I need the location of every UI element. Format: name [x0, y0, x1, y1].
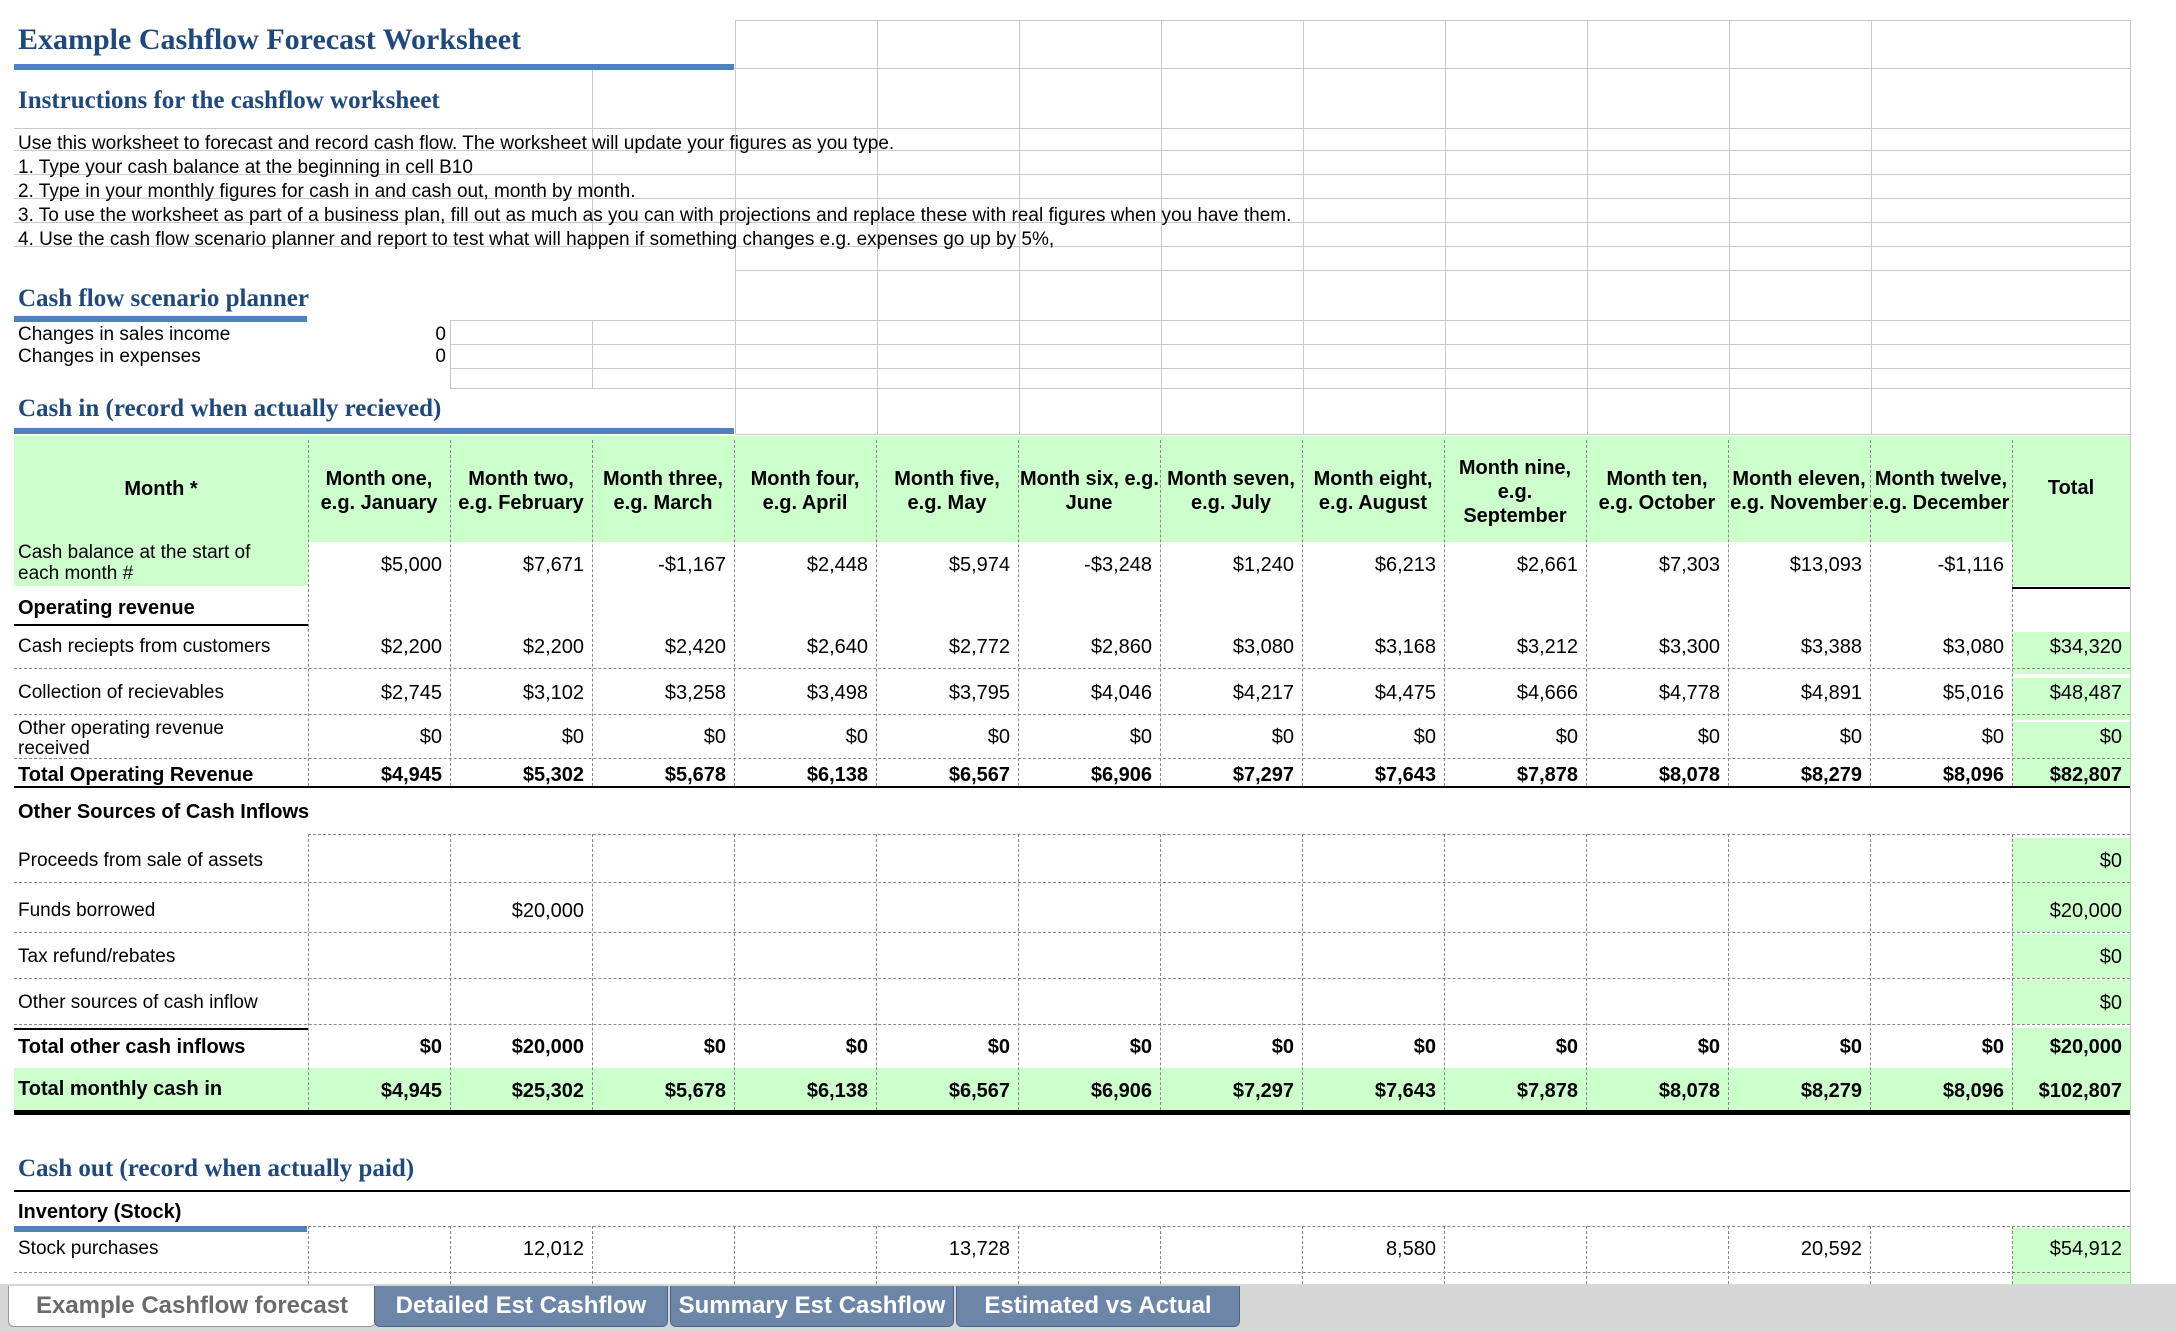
- total-monthly-cell: $8,096: [1942, 1080, 2004, 1102]
- header-month-1: Month one,: [325, 468, 433, 490]
- row-separator: [14, 932, 2130, 933]
- scenario-value-input[interactable]: 0: [435, 346, 446, 367]
- operating-cell[interactable]: $0: [419, 726, 442, 748]
- grid-row-line: [735, 368, 2130, 369]
- tab-detailed-est-cashflow[interactable]: Detailed Est Cashflow: [374, 1286, 668, 1327]
- column-separator: [734, 834, 735, 1110]
- total-operating-cell: $7,878: [1516, 764, 1578, 786]
- operating-total-cell: $0: [2099, 726, 2122, 748]
- operating-cell[interactable]: $3,498: [806, 682, 868, 704]
- column-separator: [592, 1226, 593, 1284]
- operating-cell[interactable]: $4,891: [1800, 682, 1862, 704]
- other-sources-heading: Other Sources of Cash Inflows: [18, 801, 310, 823]
- grid-column-line: [592, 320, 593, 388]
- total-monthly-cell: $8,279: [1800, 1080, 1862, 1102]
- column-separator: [2012, 834, 2013, 1110]
- operating-cell[interactable]: $0: [1839, 726, 1862, 748]
- grid-column-line: [1019, 20, 1020, 434]
- instruction-line: 4. Use the cash flow scenario planner and report to test what will happen if something changes e.g. expenses go up by 5%,: [18, 229, 1055, 250]
- balance-cell[interactable]: $2,448: [806, 554, 868, 576]
- grid-column-line: [877, 20, 878, 434]
- header-month-4: e.g. April: [762, 492, 848, 514]
- total-monthly-cell: $5,678: [664, 1080, 726, 1102]
- instruction-line: Use this worksheet to forecast and record cash flow. The worksheet will update your figures as you type.: [18, 133, 895, 154]
- total-monthly-cell: $6,138: [806, 1080, 868, 1102]
- title-underline: [14, 64, 734, 70]
- operating-cell[interactable]: $2,860: [1090, 636, 1152, 658]
- operating-cell[interactable]: $0: [1271, 726, 1294, 748]
- column-separator: [592, 834, 593, 1110]
- column-separator: [1586, 440, 1587, 786]
- operating-cell[interactable]: $3,080: [1232, 636, 1294, 658]
- total-other-cell: $20,000: [511, 1036, 584, 1058]
- other-row-label: Other sources of cash inflow: [18, 992, 258, 1013]
- stock-cell[interactable]: 13,728: [948, 1238, 1010, 1260]
- balance-label: Cash balance at the start of: [18, 542, 251, 563]
- column-separator: [734, 1226, 735, 1284]
- header-month-2: e.g. February: [458, 492, 584, 514]
- header-month-5: Month five,: [894, 468, 1000, 490]
- operating-cell[interactable]: $3,795: [948, 682, 1010, 704]
- total-monthly-cell: $4,945: [380, 1080, 442, 1102]
- header-month-3: e.g. March: [613, 492, 713, 514]
- inventory-underline: [14, 1226, 307, 1232]
- operating-total-cell: $48,487: [2049, 682, 2122, 704]
- operating-cell[interactable]: $3,258: [664, 682, 726, 704]
- section-border: [14, 1190, 2130, 1192]
- total-other-cell: $0: [845, 1036, 868, 1058]
- column-separator: [1302, 1226, 1303, 1284]
- column-separator: [1870, 440, 1871, 786]
- column-separator: [734, 440, 735, 786]
- total-other-label: Total other cash inflows: [18, 1036, 246, 1058]
- header-month-9: September: [1463, 505, 1567, 527]
- row-separator: [14, 978, 2130, 979]
- total-other-cell: $0: [1981, 1036, 2004, 1058]
- row-separator: [308, 834, 2130, 835]
- grid-row-line: [735, 20, 2130, 21]
- operating-row-label: received: [18, 738, 90, 759]
- thick-border: [14, 1110, 2130, 1115]
- scenario-value-input[interactable]: 0: [435, 324, 446, 345]
- total-monthly-cell: $25,302: [511, 1080, 584, 1102]
- operating-cell[interactable]: $0: [845, 726, 868, 748]
- other-total-cell: $20,000: [2049, 900, 2122, 922]
- operating-cell[interactable]: $4,778: [1658, 682, 1720, 704]
- operating-total-cell: $34,320: [2049, 636, 2122, 658]
- header-month-11: Month eleven,: [1732, 468, 1866, 490]
- operating-cell[interactable]: $0: [1129, 726, 1152, 748]
- total-monthly-cell: $6,906: [1090, 1080, 1152, 1102]
- operating-cell[interactable]: $4,666: [1516, 682, 1578, 704]
- total-operating-label: Total Operating Revenue: [18, 764, 254, 786]
- total-other-cell: $0: [1555, 1036, 1578, 1058]
- operating-cell[interactable]: $3,388: [1800, 636, 1862, 658]
- header-month-6: Month six, e.g.: [1020, 468, 1159, 490]
- total-operating-cell: $8,078: [1658, 764, 1720, 786]
- scenario-label: Changes in sales income: [18, 324, 231, 345]
- balance-cell[interactable]: $5,000: [380, 554, 442, 576]
- row-separator: [308, 1226, 2130, 1227]
- column-separator: [2012, 440, 2013, 786]
- inventory-heading: Inventory (Stock): [18, 1201, 182, 1223]
- operating-cell[interactable]: $2,640: [806, 636, 868, 658]
- operating-cell[interactable]: $0: [1697, 726, 1720, 748]
- operating-cell[interactable]: $3,300: [1658, 636, 1720, 658]
- row-separator: [14, 668, 2130, 669]
- total-operating-cell: $4,945: [380, 764, 442, 786]
- stock-total: $54,912: [2049, 1238, 2122, 1260]
- header-month-12: e.g. December: [1872, 492, 2010, 514]
- header-total: Total: [2047, 477, 2095, 499]
- grid-row-line: [735, 150, 2130, 151]
- total-operating-cell: $6,567: [948, 764, 1010, 786]
- operating-cell[interactable]: $2,772: [948, 636, 1010, 658]
- total-other-cell: $0: [419, 1036, 442, 1058]
- column-separator: [450, 834, 451, 1110]
- operating-cell[interactable]: $0: [1413, 726, 1436, 748]
- header-month-5: e.g. May: [907, 492, 987, 514]
- balance-cell[interactable]: $13,093: [1789, 554, 1862, 576]
- grid-row-line: [450, 344, 735, 345]
- column-separator: [450, 1226, 451, 1284]
- tab-estimated-vs-actual[interactable]: Estimated vs Actual: [956, 1286, 1240, 1327]
- column-separator: [1444, 440, 1445, 786]
- grid-row-line: [735, 128, 2130, 129]
- column-separator: [2012, 1226, 2013, 1284]
- total-monthly-total: $102,807: [2038, 1080, 2122, 1102]
- other-total-cell: $0: [2099, 946, 2122, 968]
- other-row-label: Tax refund/rebates: [18, 946, 176, 967]
- balance-cell[interactable]: $7,671: [522, 554, 584, 576]
- other-row-label: Funds borrowed: [18, 900, 156, 921]
- operating-cell[interactable]: $0: [1555, 726, 1578, 748]
- total-other-cell: $0: [1697, 1036, 1720, 1058]
- column-separator: [876, 440, 877, 786]
- column-separator: [1728, 834, 1729, 1110]
- total-monthly-cell: $7,643: [1374, 1080, 1436, 1102]
- stock-cell[interactable]: 20,592: [1800, 1238, 1862, 1260]
- column-separator: [1160, 834, 1161, 1110]
- header-month-8: e.g. August: [1318, 492, 1428, 514]
- scenario-underline: [14, 316, 307, 322]
- column-separator: [1018, 1226, 1019, 1284]
- balance-cell[interactable]: $5,974: [948, 554, 1010, 576]
- column-separator: [1870, 1226, 1871, 1284]
- column-separator: [1018, 440, 1019, 786]
- total-other-total: $20,000: [2049, 1036, 2122, 1058]
- instruction-line: 2. Type in your monthly figures for cash in and cash out, month by month.: [18, 181, 636, 202]
- column-separator: [1586, 834, 1587, 1110]
- operating-cell[interactable]: $4,046: [1090, 682, 1152, 704]
- operating-cell[interactable]: $0: [1981, 726, 2004, 748]
- header-month-10: e.g. October: [1598, 492, 1716, 514]
- stock-label: Stock purchases: [18, 1238, 159, 1259]
- column-separator: [1870, 834, 1871, 1110]
- grid-row-line: [735, 198, 2130, 199]
- grid-row-line: [450, 368, 735, 369]
- grid-row-line: [735, 388, 2130, 389]
- stock-cell[interactable]: 12,012: [522, 1238, 584, 1260]
- operating-cell[interactable]: $5,016: [1942, 682, 2004, 704]
- balance-cell[interactable]: $6,213: [1374, 554, 1436, 576]
- column-separator: [1160, 440, 1161, 786]
- grid-row-line: [735, 68, 2130, 69]
- instruction-line: 3. To use the worksheet as part of a business plan, fill out as much as you can with projections and replace these with real figures when you have them.: [18, 205, 1292, 226]
- column-separator: [308, 834, 309, 1110]
- total-operating-cell: $6,906: [1090, 764, 1152, 786]
- header-month-7: e.g. July: [1190, 492, 1272, 514]
- total-operating-cell: $5,678: [664, 764, 726, 786]
- header-month-10: Month ten,: [1606, 468, 1708, 490]
- row-separator: [14, 1272, 2130, 1273]
- section-border: [2012, 587, 2130, 589]
- total-operating-cell: $8,279: [1800, 764, 1862, 786]
- operating-cell[interactable]: $2,745: [380, 682, 442, 704]
- total-operating-cell: $5,302: [522, 764, 584, 786]
- column-separator: [1444, 1226, 1445, 1284]
- operating-cell[interactable]: $4,475: [1374, 682, 1436, 704]
- balance-cell[interactable]: -$3,248: [1084, 554, 1152, 576]
- other-total-cell: $0: [2099, 992, 2122, 1014]
- total-other-cell: $0: [703, 1036, 726, 1058]
- total-other-cell: $0: [1129, 1036, 1152, 1058]
- grid-row-line: [735, 320, 2130, 321]
- header-month-7: Month seven,: [1167, 468, 1295, 490]
- operating-cell[interactable]: $2,420: [664, 636, 726, 658]
- other-cell[interactable]: $20,000: [511, 900, 584, 922]
- grid-column-line: [1729, 20, 1730, 434]
- row-separator: [14, 758, 2130, 759]
- scenario-label: Changes in expenses: [18, 346, 201, 367]
- row-separator: [14, 1024, 2130, 1025]
- stock-cell[interactable]: 8,580: [1385, 1238, 1436, 1260]
- balance-cell[interactable]: -$1,167: [658, 554, 726, 576]
- operating-cell[interactable]: $2,200: [522, 636, 584, 658]
- total-monthly-label: Total monthly cash in: [18, 1078, 223, 1100]
- operating-cell[interactable]: $0: [987, 726, 1010, 748]
- cash-in-underline: [14, 428, 734, 434]
- instructions-heading: Instructions for the cashflow worksheet: [18, 87, 440, 114]
- header-month-3: Month three,: [603, 468, 723, 490]
- operating-cell[interactable]: $2,200: [380, 636, 442, 658]
- column-separator: [1302, 440, 1303, 786]
- operating-cell[interactable]: $3,212: [1516, 636, 1578, 658]
- grid-row-line: [735, 344, 2130, 345]
- grid-column-line: [450, 320, 451, 388]
- total-other-cell: $0: [987, 1036, 1010, 1058]
- row-separator: [14, 714, 2130, 715]
- column-separator: [876, 1226, 877, 1284]
- grid-column-line: [1161, 20, 1162, 434]
- total-monthly-cell: $7,297: [1232, 1080, 1294, 1102]
- grid-row-line: [735, 174, 2130, 175]
- header-month-label: Month *: [124, 478, 198, 500]
- header-month-8: Month eight,: [1313, 468, 1433, 490]
- operating-cell[interactable]: $3,080: [1942, 636, 2004, 658]
- grid-column-line: [1445, 20, 1446, 434]
- balance-cell[interactable]: $7,303: [1658, 554, 1720, 576]
- total-monthly-cell: $6,567: [948, 1080, 1010, 1102]
- operating-row-label: Cash reciepts from customers: [18, 636, 271, 657]
- column-separator: [592, 440, 593, 786]
- header-month-9: e.g.: [1497, 481, 1533, 503]
- balance-total-bg: [2012, 542, 2130, 586]
- total-operating-cell: $6,138: [806, 764, 868, 786]
- grid-row-line: [735, 270, 2130, 271]
- total-other-cell: $0: [1413, 1036, 1436, 1058]
- grid-row-line: [450, 388, 735, 389]
- header-month-2: Month two,: [468, 468, 574, 490]
- column-separator: [876, 834, 877, 1110]
- total-monthly-cell: $8,078: [1658, 1080, 1720, 1102]
- grid-row-line: [450, 320, 735, 321]
- header-month-4: Month four,: [750, 468, 860, 490]
- grid-column-line: [1587, 20, 1588, 434]
- column-separator: [1728, 1226, 1729, 1284]
- column-separator: [1586, 1226, 1587, 1284]
- operating-cell[interactable]: $4,217: [1232, 682, 1294, 704]
- tab-example-cashflow-forecast[interactable]: Example Cashflow forecast: [8, 1286, 376, 1327]
- grid-row-line: [14, 128, 735, 129]
- grid-column-line: [1303, 20, 1304, 434]
- column-separator: [1018, 834, 1019, 1110]
- balance-cell[interactable]: $2,661: [1516, 554, 1578, 576]
- other-row-label: Proceeds from sale of assets: [18, 850, 263, 871]
- total-border: [14, 786, 2130, 788]
- operating-row-label: Other operating revenue: [18, 718, 224, 739]
- tab-summary-est-cashflow[interactable]: Summary Est Cashflow: [670, 1286, 954, 1327]
- operating-cell[interactable]: $0: [703, 726, 726, 748]
- grid-column-line: [735, 20, 736, 434]
- cash-out-heading: Cash out (record when actually paid): [18, 1155, 415, 1182]
- column-separator: [1444, 834, 1445, 1110]
- column-separator: [308, 440, 309, 786]
- total-monthly-cell: $7,878: [1516, 1080, 1578, 1102]
- total-other-cell: $0: [1839, 1036, 1862, 1058]
- instruction-line: 1. Type your cash balance at the beginning in cell B10: [18, 157, 473, 178]
- row-separator: [14, 882, 2130, 883]
- section-border: [14, 624, 308, 626]
- sheet-right-edge: [2130, 20, 2131, 1284]
- total-operating-cell: $7,297: [1232, 764, 1294, 786]
- column-separator: [1302, 834, 1303, 1110]
- operating-row-label: Collection of recievables: [18, 682, 224, 703]
- column-separator: [308, 1226, 309, 1284]
- column-separator: [450, 440, 451, 786]
- header-month-11: e.g. November: [1730, 492, 1868, 514]
- operating-cell[interactable]: $3,102: [522, 682, 584, 704]
- header-month-12: Month twelve,: [1874, 468, 2008, 490]
- scenario-heading: Cash flow scenario planner: [18, 285, 309, 312]
- total-operating-cell: $8,096: [1942, 764, 2004, 786]
- header-month-9: Month nine,: [1458, 457, 1572, 479]
- balance-label: each month #: [18, 563, 134, 584]
- operating-revenue-heading: Operating revenue: [18, 597, 195, 619]
- total-operating-total: $82,807: [2049, 764, 2122, 786]
- operating-cell[interactable]: $3,168: [1374, 636, 1436, 658]
- page-title: Example Cashflow Forecast Worksheet: [18, 23, 522, 56]
- operating-cell[interactable]: $0: [561, 726, 584, 748]
- balance-cell[interactable]: $1,240: [1232, 554, 1294, 576]
- section-border: [14, 1028, 308, 1030]
- other-total-cell: $0: [2099, 850, 2122, 872]
- balance-cell[interactable]: -$1,116: [1937, 554, 2004, 576]
- grid-row-line: [735, 434, 2130, 435]
- header-month-1: e.g. January: [320, 492, 438, 514]
- grid-column-line: [1871, 20, 1872, 434]
- column-separator: [1728, 440, 1729, 786]
- total-other-cell: $0: [1271, 1036, 1294, 1058]
- cash-in-heading: Cash in (record when actually recieved): [18, 395, 442, 422]
- header-month-6: June: [1065, 492, 1113, 514]
- column-separator: [1160, 1226, 1161, 1284]
- total-operating-cell: $7,643: [1374, 764, 1436, 786]
